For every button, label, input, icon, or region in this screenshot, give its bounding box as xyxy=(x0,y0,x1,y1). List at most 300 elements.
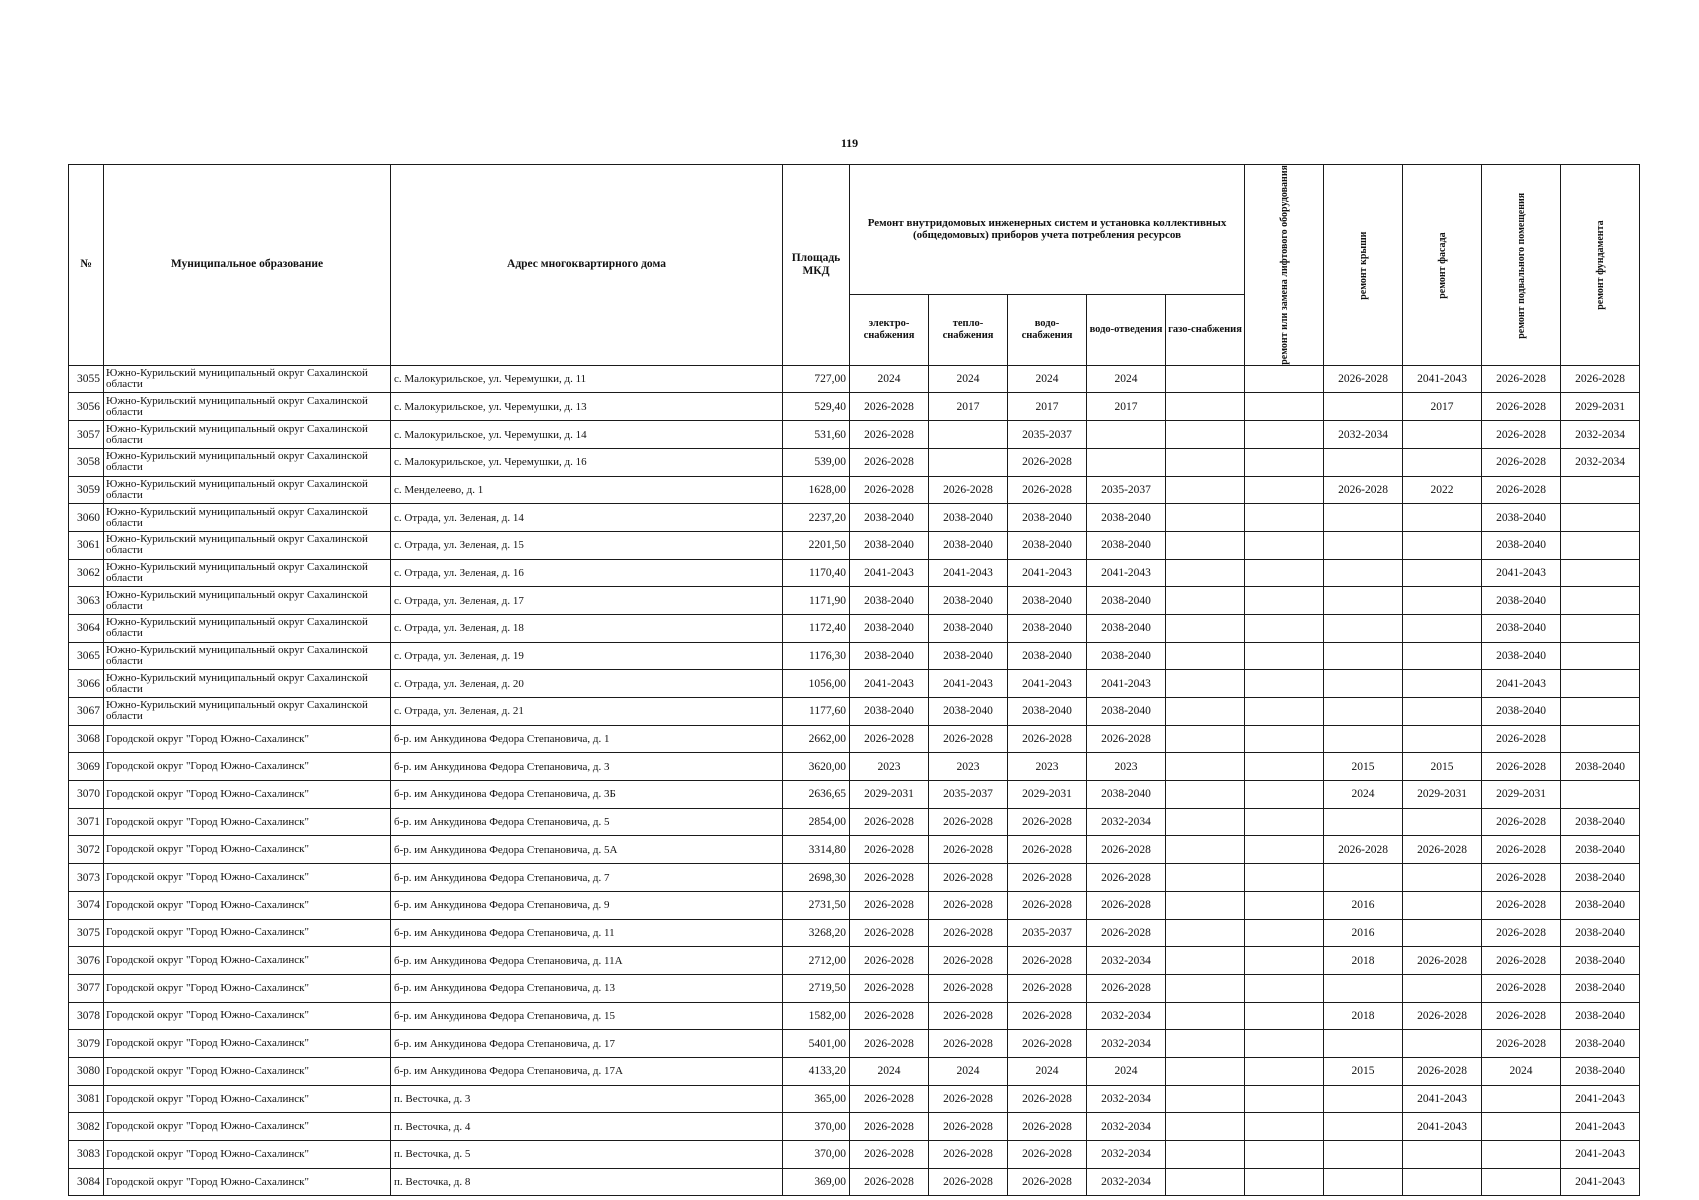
heat-cell: 2026-2028 xyxy=(929,1030,1008,1058)
row-number-cell: 3069 xyxy=(69,753,104,781)
row-number-cell: 3058 xyxy=(69,448,104,476)
gas-cell xyxy=(1166,393,1245,421)
area-cell: 370,00 xyxy=(783,1113,850,1141)
basement-cell: 2026-2028 xyxy=(1482,836,1561,864)
roof-cell: 2018 xyxy=(1324,1002,1403,1030)
address-cell: с. Отрада, ул. Зеленая, д. 16 xyxy=(391,559,783,587)
municipality-cell: Городской округ "Город Южно-Сахалинск" xyxy=(104,725,391,753)
row-number-cell: 3071 xyxy=(69,808,104,836)
water-disposal-cell: 2026-2028 xyxy=(1087,919,1166,947)
address-cell: б-р. им Анкудинова Федора Степановича, д. 5 xyxy=(391,808,783,836)
table-row xyxy=(69,864,1640,892)
row-number-cell: 3068 xyxy=(69,725,104,753)
heat-cell: 2026-2028 xyxy=(929,836,1008,864)
table-row xyxy=(69,753,1640,781)
facade-cell xyxy=(1403,808,1482,836)
elevator-cell xyxy=(1245,864,1324,892)
roof-cell xyxy=(1324,808,1403,836)
address-cell: п. Весточка, д. 4 xyxy=(391,1113,783,1141)
municipality-cell: Городской округ "Город Южно-Сахалинск" xyxy=(104,919,391,947)
elevator-cell xyxy=(1245,1002,1324,1030)
water-disposal-cell: 2032-2034 xyxy=(1087,1002,1166,1030)
roof-cell xyxy=(1324,1085,1403,1113)
gas-cell xyxy=(1166,559,1245,587)
municipality-cell: Южно-Курильский муниципальный округ Сахалинской области xyxy=(104,476,391,504)
row-number-cell: 3082 xyxy=(69,1113,104,1141)
header-facade: ремонт фасада xyxy=(1403,165,1482,366)
water-supply-cell: 2041-2043 xyxy=(1008,559,1087,587)
municipality-cell: Городской округ "Город Южно-Сахалинск" xyxy=(104,836,391,864)
basement-cell: 2026-2028 xyxy=(1482,808,1561,836)
elevator-cell xyxy=(1245,1141,1324,1169)
table-row xyxy=(69,698,1640,726)
water-disposal-cell: 2026-2028 xyxy=(1087,725,1166,753)
facade-cell: 2026-2028 xyxy=(1403,836,1482,864)
elevator-cell xyxy=(1245,476,1324,504)
facade-cell xyxy=(1403,1141,1482,1169)
basement-cell: 2038-2040 xyxy=(1482,504,1561,532)
area-cell: 3268,20 xyxy=(783,919,850,947)
table-row xyxy=(69,1141,1640,1169)
header-foundation: ремонт фундамента xyxy=(1561,165,1640,366)
gas-cell xyxy=(1166,1113,1245,1141)
facade-cell xyxy=(1403,891,1482,919)
facade-cell xyxy=(1403,1030,1482,1058)
elevator-cell xyxy=(1245,698,1324,726)
basement-cell: 2026-2028 xyxy=(1482,974,1561,1002)
header-electro: электро-снабжения xyxy=(850,294,929,365)
address-cell: с. Отрада, ул. Зеленая, д. 18 xyxy=(391,614,783,642)
water-supply-cell: 2026-2028 xyxy=(1008,1085,1087,1113)
address-cell: б-р. им Анкудинова Федора Степановича, д. 13 xyxy=(391,974,783,1002)
area-cell: 1628,00 xyxy=(783,476,850,504)
foundation-cell: 2032-2034 xyxy=(1561,448,1640,476)
table-row xyxy=(69,587,1640,615)
basement-cell: 2038-2040 xyxy=(1482,642,1561,670)
water-disposal-cell: 2024 xyxy=(1087,365,1166,393)
table-row xyxy=(69,1002,1640,1030)
row-number-cell: 3070 xyxy=(69,781,104,809)
facade-cell: 2022 xyxy=(1403,476,1482,504)
address-cell: б-р. им Анкудинова Федора Степановича, д. 17А xyxy=(391,1057,783,1085)
elevator-cell xyxy=(1245,448,1324,476)
header-area: Площадь МКД xyxy=(783,165,850,366)
address-cell: б-р. им Анкудинова Федора Степановича, д. 3 xyxy=(391,753,783,781)
elevator-cell xyxy=(1245,891,1324,919)
water-disposal-cell: 2032-2034 xyxy=(1087,808,1166,836)
electro-cell: 2026-2028 xyxy=(850,476,929,504)
basement-cell: 2029-2031 xyxy=(1482,781,1561,809)
gas-cell xyxy=(1166,365,1245,393)
heat-cell: 2038-2040 xyxy=(929,504,1008,532)
facade-cell: 2026-2028 xyxy=(1403,1002,1482,1030)
electro-cell: 2038-2040 xyxy=(850,531,929,559)
roof-cell: 2016 xyxy=(1324,919,1403,947)
facade-cell xyxy=(1403,642,1482,670)
municipality-cell: Южно-Курильский муниципальный округ Сахалинской области xyxy=(104,531,391,559)
area-cell: 1171,90 xyxy=(783,587,850,615)
table-row xyxy=(69,476,1640,504)
address-cell: с. Отрада, ул. Зеленая, д. 17 xyxy=(391,587,783,615)
water-supply-cell: 2026-2028 xyxy=(1008,974,1087,1002)
water-supply-cell: 2035-2037 xyxy=(1008,421,1087,449)
roof-cell xyxy=(1324,642,1403,670)
foundation-cell: 2038-2040 xyxy=(1561,1002,1640,1030)
water-disposal-cell: 2023 xyxy=(1087,753,1166,781)
electro-cell: 2041-2043 xyxy=(850,670,929,698)
water-supply-cell: 2026-2028 xyxy=(1008,448,1087,476)
water-disposal-cell: 2038-2040 xyxy=(1087,781,1166,809)
basement-cell: 2026-2028 xyxy=(1482,891,1561,919)
water-supply-cell: 2026-2028 xyxy=(1008,1168,1087,1196)
address-cell: с. Отрада, ул. Зеленая, д. 15 xyxy=(391,531,783,559)
water-disposal-cell xyxy=(1087,421,1166,449)
municipality-cell: Южно-Курильский муниципальный округ Сахалинской области xyxy=(104,642,391,670)
water-supply-cell: 2038-2040 xyxy=(1008,587,1087,615)
heat-cell: 2026-2028 xyxy=(929,808,1008,836)
basement-cell xyxy=(1482,1085,1561,1113)
table-row xyxy=(69,1057,1640,1085)
elevator-cell xyxy=(1245,1030,1324,1058)
facade-cell xyxy=(1403,864,1482,892)
municipality-cell: Городской округ "Город Южно-Сахалинск" xyxy=(104,1141,391,1169)
basement-cell xyxy=(1482,1113,1561,1141)
gas-cell xyxy=(1166,421,1245,449)
roof-cell xyxy=(1324,587,1403,615)
heat-cell: 2026-2028 xyxy=(929,1002,1008,1030)
gas-cell xyxy=(1166,614,1245,642)
basement-cell: 2038-2040 xyxy=(1482,587,1561,615)
facade-cell: 2026-2028 xyxy=(1403,947,1482,975)
roof-cell xyxy=(1324,393,1403,421)
gas-cell xyxy=(1166,753,1245,781)
table-row xyxy=(69,808,1640,836)
header-engineering-group: Ремонт внутридомовых инженерных систем и установка коллективных (общедомовых) приборов учета потребления ресурсов xyxy=(850,165,1245,295)
roof-cell: 2024 xyxy=(1324,781,1403,809)
elevator-cell xyxy=(1245,753,1324,781)
water-supply-cell: 2038-2040 xyxy=(1008,504,1087,532)
row-number-cell: 3077 xyxy=(69,974,104,1002)
gas-cell xyxy=(1166,891,1245,919)
area-cell: 369,00 xyxy=(783,1168,850,1196)
electro-cell: 2026-2028 xyxy=(850,891,929,919)
electro-cell: 2026-2028 xyxy=(850,448,929,476)
electro-cell: 2026-2028 xyxy=(850,836,929,864)
facade-cell: 2017 xyxy=(1403,393,1482,421)
electro-cell: 2026-2028 xyxy=(850,974,929,1002)
address-cell: б-р. им Анкудинова Федора Степановича, д. 1 xyxy=(391,725,783,753)
row-number-cell: 3067 xyxy=(69,698,104,726)
table-row xyxy=(69,504,1640,532)
address-cell: б-р. им Анкудинова Федора Степановича, д. 11А xyxy=(391,947,783,975)
facade-cell xyxy=(1403,531,1482,559)
heat-cell: 2035-2037 xyxy=(929,781,1008,809)
roof-cell xyxy=(1324,974,1403,1002)
area-cell: 4133,20 xyxy=(783,1057,850,1085)
municipality-cell: Городской округ "Город Южно-Сахалинск" xyxy=(104,753,391,781)
basement-cell: 2026-2028 xyxy=(1482,864,1561,892)
header-address: Адрес многоквартирного дома xyxy=(391,165,783,366)
heat-cell: 2024 xyxy=(929,1057,1008,1085)
table-row xyxy=(69,974,1640,1002)
header-water-disposal: водо-отведения xyxy=(1087,294,1166,365)
area-cell: 529,40 xyxy=(783,393,850,421)
foundation-cell: 2038-2040 xyxy=(1561,891,1640,919)
elevator-cell xyxy=(1245,421,1324,449)
water-disposal-cell: 2038-2040 xyxy=(1087,504,1166,532)
water-disposal-cell: 2026-2028 xyxy=(1087,864,1166,892)
water-disposal-cell: 2038-2040 xyxy=(1087,614,1166,642)
facade-cell: 2041-2043 xyxy=(1403,365,1482,393)
water-disposal-cell: 2038-2040 xyxy=(1087,642,1166,670)
electro-cell: 2026-2028 xyxy=(850,421,929,449)
foundation-cell: 2029-2031 xyxy=(1561,393,1640,421)
area-cell: 2662,00 xyxy=(783,725,850,753)
address-cell: п. Весточка, д. 5 xyxy=(391,1141,783,1169)
water-supply-cell: 2029-2031 xyxy=(1008,781,1087,809)
basement-cell: 2041-2043 xyxy=(1482,559,1561,587)
header-heat: тепло-снабжения xyxy=(929,294,1008,365)
repair-schedule-table xyxy=(68,164,1640,1196)
municipality-cell: Городской округ "Город Южно-Сахалинск" xyxy=(104,1085,391,1113)
gas-cell xyxy=(1166,864,1245,892)
foundation-cell: 2038-2040 xyxy=(1561,1057,1640,1085)
area-cell: 2636,65 xyxy=(783,781,850,809)
basement-cell: 2026-2028 xyxy=(1482,947,1561,975)
basement-cell: 2026-2028 xyxy=(1482,725,1561,753)
heat-cell: 2024 xyxy=(929,365,1008,393)
heat-cell: 2038-2040 xyxy=(929,698,1008,726)
table-row xyxy=(69,781,1640,809)
foundation-cell xyxy=(1561,781,1640,809)
basement-cell: 2026-2028 xyxy=(1482,753,1561,781)
gas-cell xyxy=(1166,836,1245,864)
basement-cell: 2026-2028 xyxy=(1482,448,1561,476)
elevator-cell xyxy=(1245,974,1324,1002)
electro-cell: 2029-2031 xyxy=(850,781,929,809)
electro-cell: 2026-2028 xyxy=(850,947,929,975)
heat-cell: 2026-2028 xyxy=(929,1113,1008,1141)
area-cell: 2698,30 xyxy=(783,864,850,892)
electro-cell: 2038-2040 xyxy=(850,587,929,615)
elevator-cell xyxy=(1245,1085,1324,1113)
water-supply-cell: 2038-2040 xyxy=(1008,698,1087,726)
gas-cell xyxy=(1166,781,1245,809)
heat-cell: 2026-2028 xyxy=(929,1141,1008,1169)
gas-cell xyxy=(1166,504,1245,532)
water-supply-cell: 2026-2028 xyxy=(1008,1113,1087,1141)
area-cell: 1170,40 xyxy=(783,559,850,587)
facade-cell xyxy=(1403,1168,1482,1196)
facade-cell: 2041-2043 xyxy=(1403,1113,1482,1141)
roof-cell: 2026-2028 xyxy=(1324,476,1403,504)
gas-cell xyxy=(1166,1085,1245,1113)
municipality-cell: Южно-Курильский муниципальный округ Сахалинской области xyxy=(104,448,391,476)
table-row xyxy=(69,559,1640,587)
row-number-cell: 3084 xyxy=(69,1168,104,1196)
foundation-cell xyxy=(1561,698,1640,726)
address-cell: б-р. им Анкудинова Федора Степановича, д. 11 xyxy=(391,919,783,947)
row-number-cell: 3081 xyxy=(69,1085,104,1113)
water-disposal-cell: 2032-2034 xyxy=(1087,1030,1166,1058)
elevator-cell xyxy=(1245,725,1324,753)
electro-cell: 2038-2040 xyxy=(850,698,929,726)
area-cell: 1172,40 xyxy=(783,614,850,642)
area-cell: 2201,50 xyxy=(783,531,850,559)
elevator-cell xyxy=(1245,947,1324,975)
elevator-cell xyxy=(1245,1057,1324,1085)
header-roof: ремонт крыши xyxy=(1324,165,1403,366)
electro-cell: 2038-2040 xyxy=(850,504,929,532)
header-water-supply: водо-снабжения xyxy=(1008,294,1087,365)
electro-cell: 2024 xyxy=(850,1057,929,1085)
electro-cell: 2038-2040 xyxy=(850,642,929,670)
gas-cell xyxy=(1166,1168,1245,1196)
area-cell: 2731,50 xyxy=(783,891,850,919)
water-disposal-cell: 2041-2043 xyxy=(1087,559,1166,587)
area-cell: 3314,80 xyxy=(783,836,850,864)
table-row xyxy=(69,947,1640,975)
table-row xyxy=(69,919,1640,947)
municipality-cell: Городской округ "Город Южно-Сахалинск" xyxy=(104,974,391,1002)
row-number-cell: 3080 xyxy=(69,1057,104,1085)
elevator-cell xyxy=(1245,1113,1324,1141)
gas-cell xyxy=(1166,947,1245,975)
water-disposal-cell: 2032-2034 xyxy=(1087,1085,1166,1113)
municipality-cell: Южно-Курильский муниципальный округ Сахалинской области xyxy=(104,559,391,587)
municipality-cell: Городской округ "Город Южно-Сахалинск" xyxy=(104,1002,391,1030)
foundation-cell xyxy=(1561,531,1640,559)
facade-cell xyxy=(1403,614,1482,642)
basement-cell: 2026-2028 xyxy=(1482,1002,1561,1030)
water-disposal-cell: 2032-2034 xyxy=(1087,947,1166,975)
water-disposal-cell: 2032-2034 xyxy=(1087,1168,1166,1196)
roof-cell xyxy=(1324,864,1403,892)
facade-cell xyxy=(1403,974,1482,1002)
gas-cell xyxy=(1166,1141,1245,1169)
roof-cell xyxy=(1324,1168,1403,1196)
row-number-cell: 3057 xyxy=(69,421,104,449)
electro-cell: 2038-2040 xyxy=(850,614,929,642)
row-number-cell: 3076 xyxy=(69,947,104,975)
row-number-cell: 3060 xyxy=(69,504,104,532)
gas-cell xyxy=(1166,1030,1245,1058)
basement-cell: 2026-2028 xyxy=(1482,393,1561,421)
area-cell: 2719,50 xyxy=(783,974,850,1002)
table-row xyxy=(69,891,1640,919)
water-supply-cell: 2035-2037 xyxy=(1008,919,1087,947)
foundation-cell: 2041-2043 xyxy=(1561,1085,1640,1113)
header-gas: газо-снабжения xyxy=(1166,294,1245,365)
heat-cell: 2038-2040 xyxy=(929,587,1008,615)
heat-cell: 2038-2040 xyxy=(929,614,1008,642)
area-cell: 2237,20 xyxy=(783,504,850,532)
area-cell: 5401,00 xyxy=(783,1030,850,1058)
water-supply-cell: 2026-2028 xyxy=(1008,725,1087,753)
water-supply-cell: 2026-2028 xyxy=(1008,864,1087,892)
roof-cell: 2026-2028 xyxy=(1324,365,1403,393)
foundation-cell xyxy=(1561,642,1640,670)
electro-cell: 2026-2028 xyxy=(850,1030,929,1058)
area-cell: 365,00 xyxy=(783,1085,850,1113)
facade-cell xyxy=(1403,919,1482,947)
table-row xyxy=(69,1168,1640,1196)
facade-cell xyxy=(1403,698,1482,726)
foundation-cell xyxy=(1561,587,1640,615)
water-supply-cell: 2038-2040 xyxy=(1008,642,1087,670)
water-supply-cell: 2026-2028 xyxy=(1008,836,1087,864)
gas-cell xyxy=(1166,1057,1245,1085)
row-number-cell: 3059 xyxy=(69,476,104,504)
municipality-cell: Южно-Курильский муниципальный округ Сахалинской области xyxy=(104,698,391,726)
table-row xyxy=(69,1030,1640,1058)
table-row xyxy=(69,421,1640,449)
address-cell: с. Отрада, ул. Зеленая, д. 20 xyxy=(391,670,783,698)
address-cell: б-р. им Анкудинова Федора Степановича, д. 7 xyxy=(391,864,783,892)
water-supply-cell: 2026-2028 xyxy=(1008,947,1087,975)
header-basement: ремонт подвального помещения xyxy=(1482,165,1561,366)
row-number-cell: 3066 xyxy=(69,670,104,698)
water-disposal-cell: 2026-2028 xyxy=(1087,974,1166,1002)
water-disposal-cell: 2038-2040 xyxy=(1087,698,1166,726)
roof-cell xyxy=(1324,504,1403,532)
foundation-cell xyxy=(1561,504,1640,532)
water-supply-cell: 2024 xyxy=(1008,1057,1087,1085)
heat-cell: 2026-2028 xyxy=(929,1085,1008,1113)
facade-cell xyxy=(1403,421,1482,449)
table-row xyxy=(69,448,1640,476)
basement-cell: 2026-2028 xyxy=(1482,476,1561,504)
water-disposal-cell xyxy=(1087,448,1166,476)
foundation-cell: 2038-2040 xyxy=(1561,947,1640,975)
water-disposal-cell: 2024 xyxy=(1087,1057,1166,1085)
gas-cell xyxy=(1166,1002,1245,1030)
table-body xyxy=(69,365,1640,1196)
municipality-cell: Городской округ "Город Южно-Сахалинск" xyxy=(104,1030,391,1058)
heat-cell xyxy=(929,421,1008,449)
heat-cell: 2026-2028 xyxy=(929,864,1008,892)
water-supply-cell: 2038-2040 xyxy=(1008,531,1087,559)
heat-cell: 2026-2028 xyxy=(929,891,1008,919)
electro-cell: 2023 xyxy=(850,753,929,781)
facade-cell xyxy=(1403,670,1482,698)
heat-cell: 2038-2040 xyxy=(929,642,1008,670)
row-number-cell: 3055 xyxy=(69,365,104,393)
roof-cell: 2016 xyxy=(1324,891,1403,919)
heat-cell: 2017 xyxy=(929,393,1008,421)
water-disposal-cell: 2041-2043 xyxy=(1087,670,1166,698)
row-number-cell: 3072 xyxy=(69,836,104,864)
foundation-cell xyxy=(1561,559,1640,587)
area-cell: 539,00 xyxy=(783,448,850,476)
address-cell: с. Малокурильское, ул. Черемушки, д. 11 xyxy=(391,365,783,393)
facade-cell xyxy=(1403,559,1482,587)
area-cell: 2712,00 xyxy=(783,947,850,975)
header-num: № xyxy=(69,165,104,366)
water-supply-cell: 2026-2028 xyxy=(1008,1030,1087,1058)
municipality-cell: Городской округ "Город Южно-Сахалинск" xyxy=(104,1057,391,1085)
area-cell: 1176,30 xyxy=(783,642,850,670)
water-supply-cell: 2026-2028 xyxy=(1008,808,1087,836)
municipality-cell: Городской округ "Город Южно-Сахалинск" xyxy=(104,947,391,975)
row-number-cell: 3083 xyxy=(69,1141,104,1169)
gas-cell xyxy=(1166,698,1245,726)
water-disposal-cell: 2032-2034 xyxy=(1087,1141,1166,1169)
facade-cell: 2041-2043 xyxy=(1403,1085,1482,1113)
foundation-cell xyxy=(1561,670,1640,698)
table-row xyxy=(69,836,1640,864)
foundation-cell: 2038-2040 xyxy=(1561,919,1640,947)
